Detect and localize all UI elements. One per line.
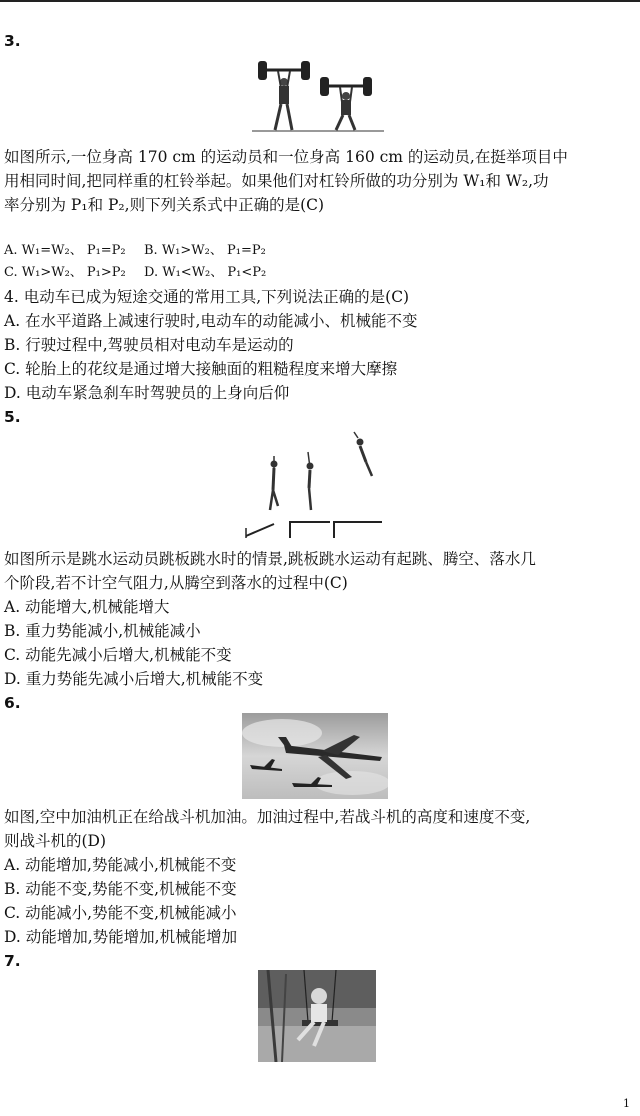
top-rule — [0, 0, 640, 2]
q5-option-a: A. 动能增大,机械能增大 — [4, 598, 170, 616]
q7-number: 7. — [4, 952, 21, 970]
q3-stem-line-1: 如图所示,一位身高 170 cm 的运动员和一位身高 160 cm 的运动员,在挺举项目中 — [4, 148, 568, 166]
q5-stem-line-2: 个阶段,若不计空气阻力,从腾空到落水的过程中(C) — [4, 574, 348, 592]
q5-option-d: D. 重力势能先减小后增大,机械能不变 — [4, 670, 264, 688]
child-swing-photo — [258, 970, 376, 1062]
q3-option-c: C. W₁>W₂、 P₁>P₂ — [4, 265, 126, 280]
q6-option-b: B. 动能不变,势能不变,机械能不变 — [4, 880, 237, 898]
q4-option-a: A. 在水平道路上减速行驶时,电动车的动能减小、机械能不变 — [4, 312, 418, 330]
q6-option-d: D. 动能增加,势能增加,机械能增加 — [4, 928, 238, 946]
q5-number: 5. — [4, 408, 21, 426]
q3-stem-line-2: 用相同时间,把同样重的杠铃举起。如果他们对杠铃所做的功分别为 W₁和 W₂,功 — [4, 172, 549, 190]
q5-stem-line-1: 如图所示是跳水运动员跳板跳水时的情景,跳板跳水运动有起跳、腾空、落水几 — [4, 550, 536, 568]
q4-option-c: C. 轮胎上的花纹是通过增大接触面的粗糙程度来增大摩擦 — [4, 360, 398, 378]
q3-stem-line-3: 率分别为 P₁和 P₂,则下列关系式中正确的是(C) — [4, 196, 325, 214]
q5-option-b: B. 重力势能减小,机械能减小 — [4, 622, 201, 640]
q4-title: 4. 电动车已成为短途交通的常用工具,下列说法正确的是(C) — [4, 288, 410, 306]
q6-stem-line-1: 如图,空中加油机正在给战斗机加油。加油过程中,若战斗机的高度和速度不变, — [4, 808, 531, 826]
q6-stem-line-2: 则战斗机的(D) — [4, 832, 107, 850]
q3-option-d: D. W₁<W₂、 P₁<P₂ — [144, 265, 267, 280]
q6-option-a: A. 动能增加,势能减小,机械能不变 — [4, 856, 237, 874]
refueling-aircraft-photo — [242, 713, 388, 799]
weightlifters-figure — [248, 58, 388, 134]
q5-option-c: C. 动能先减小后增大,机械能不变 — [4, 646, 232, 664]
q4-option-d: D. 电动车紧急刹车时驾驶员的上身向后仰 — [4, 384, 290, 402]
page-number: 1 — [623, 1097, 630, 1110]
q3-number: 3. — [4, 32, 21, 50]
q4-option-b: B. 行驶过程中,驾驶员相对电动车是运动的 — [4, 336, 294, 354]
q6-option-c: C. 动能减小,势能不变,机械能减小 — [4, 904, 237, 922]
diver-figure — [244, 428, 386, 540]
q3-option-b: B. W₁>W₂、 P₁=P₂ — [144, 243, 266, 258]
q3-option-a: A. W₁=W₂、 P₁=P₂ — [4, 243, 126, 258]
q6-number: 6. — [4, 694, 21, 712]
